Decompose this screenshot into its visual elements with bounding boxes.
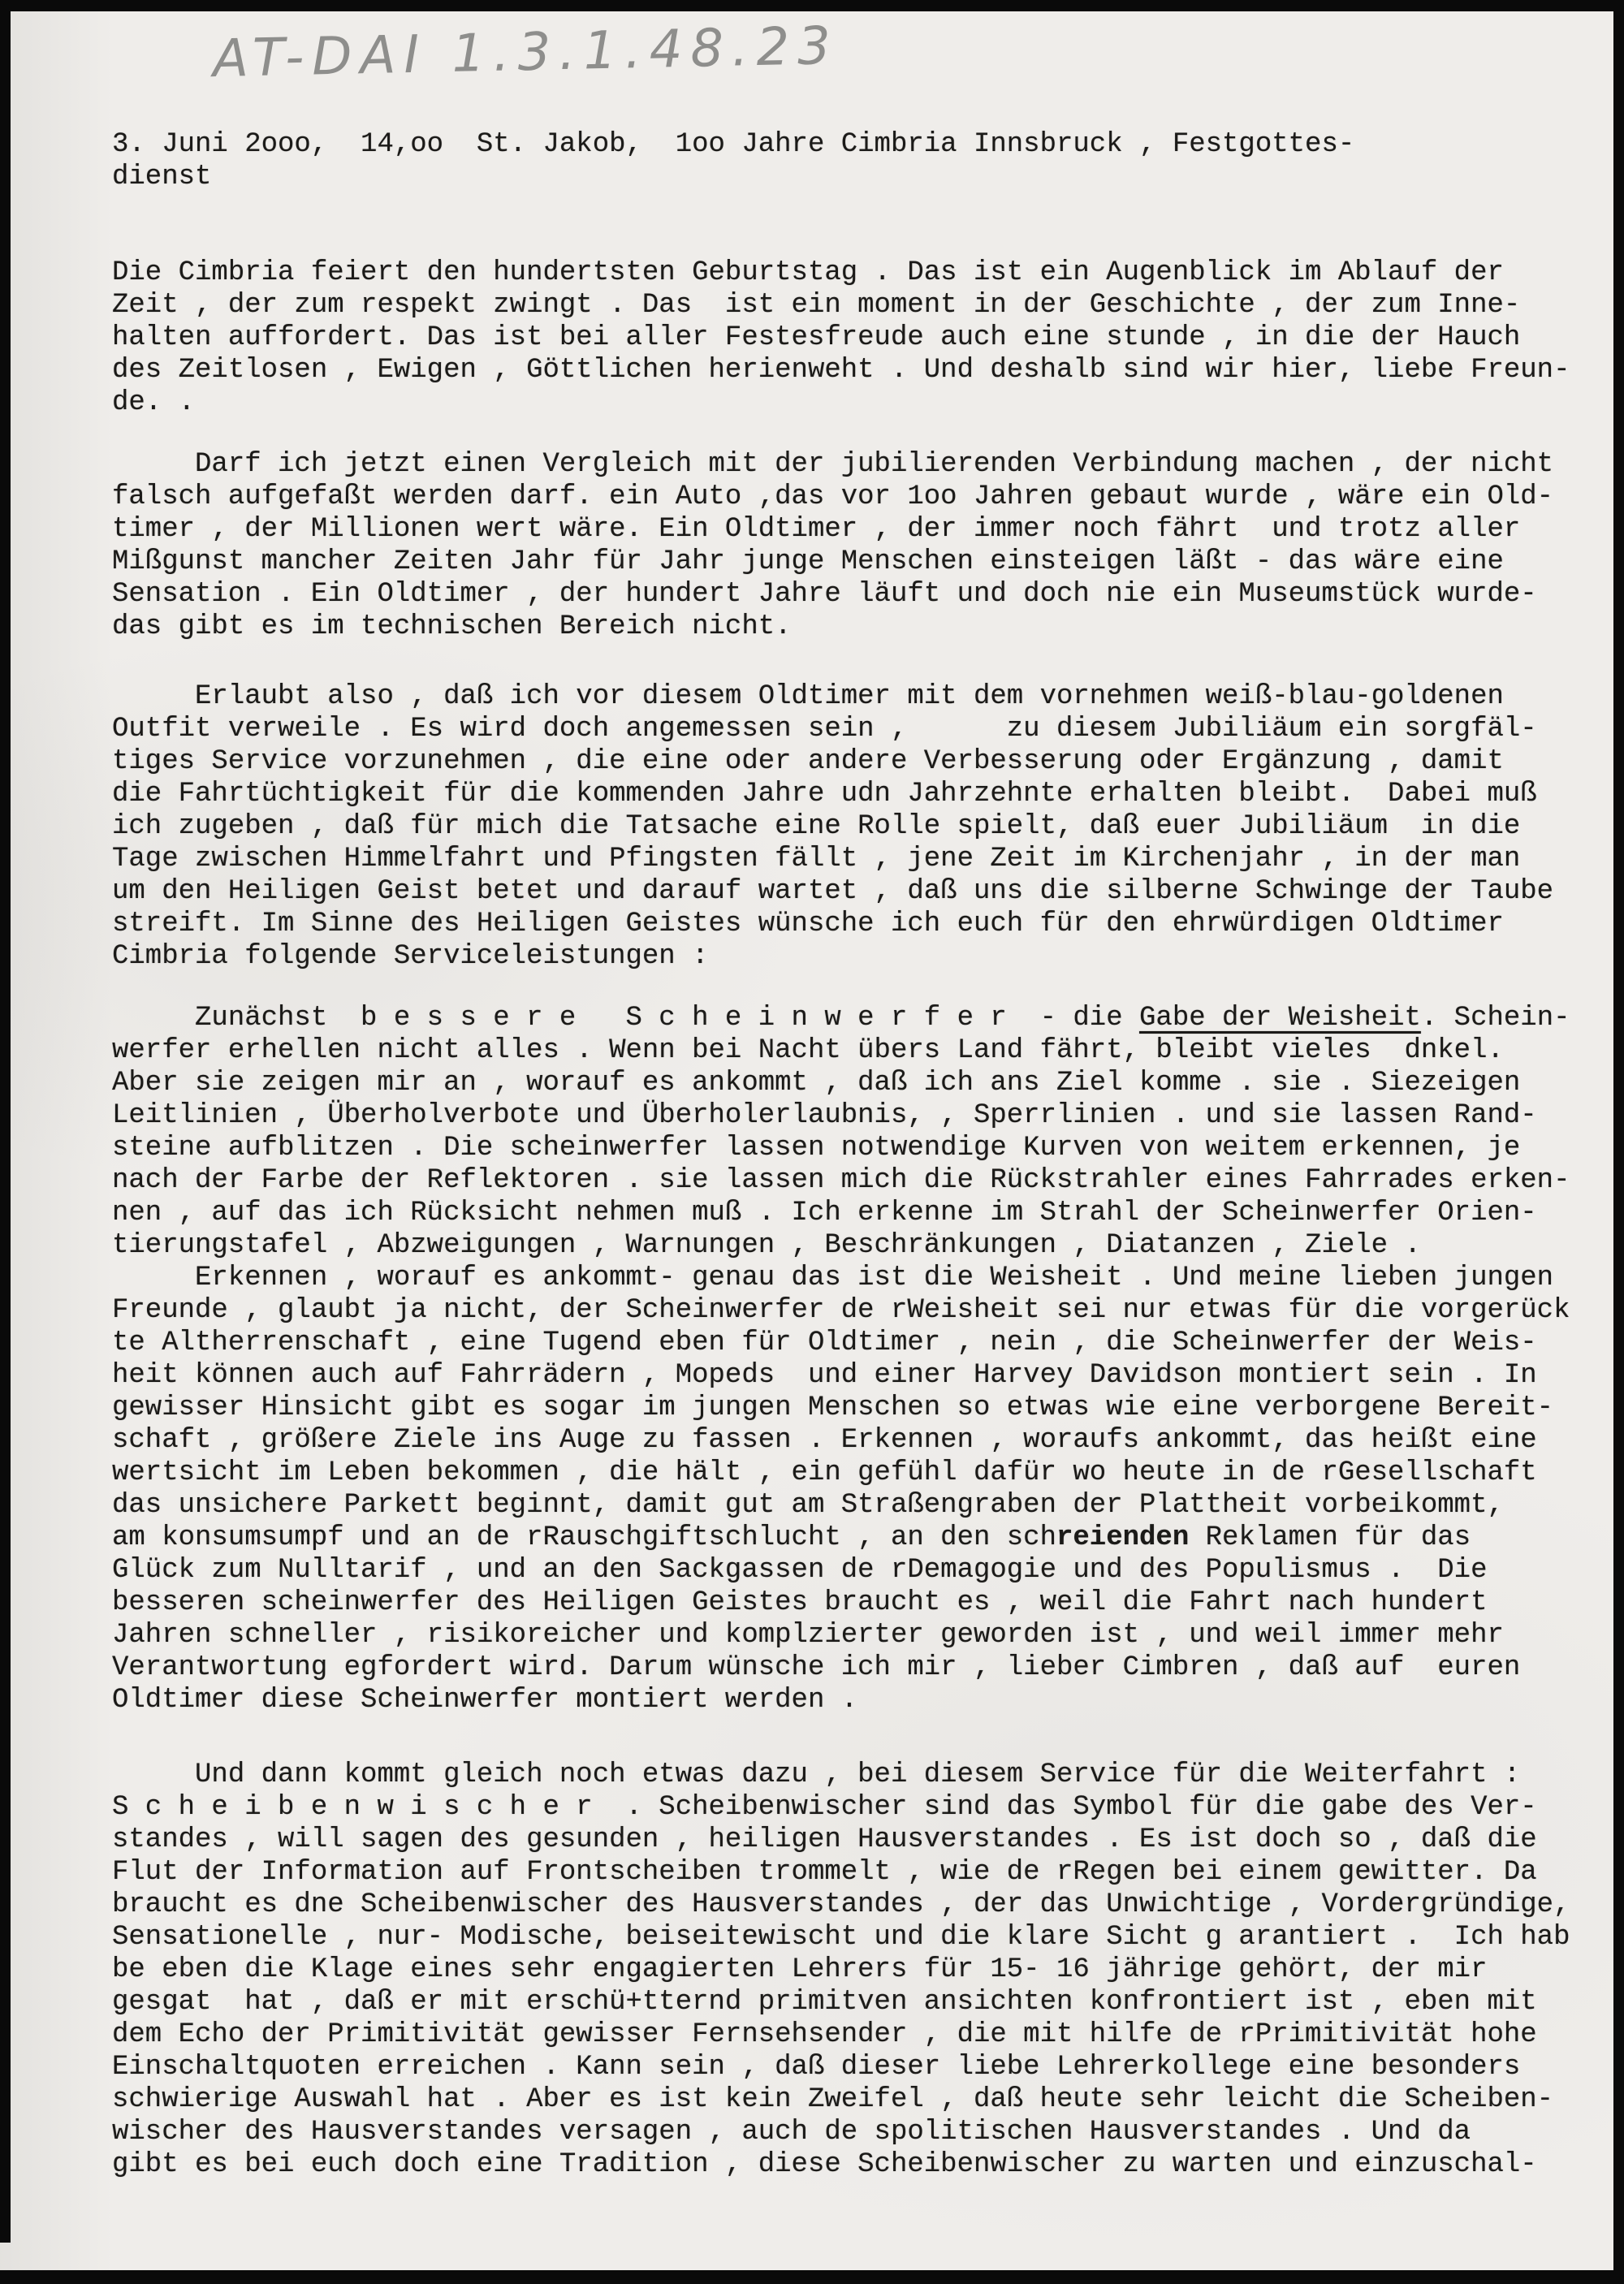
text-segment: be eben die Klage eines sehr engagierten Lehrers für 15- 16 jährige gehört, der mir	[112, 1954, 1488, 1985]
text-segment: Erkennen , worauf es ankommt- genau das ist die Weisheit . Und meine lieben jungen	[112, 1263, 1554, 1293]
text-segment: halten auffordert. Das ist bei aller Festesfreude auch eine stunde , in die der Hauch	[112, 322, 1521, 353]
text-segment: die Fahrtüchtigkeit für die kommenden Jahre udn Jahrzehnte erhalten bleibt. Dabei muß	[112, 779, 1537, 810]
document-line	[112, 1197, 1614, 1229]
document-line	[112, 1164, 1614, 1197]
document-line	[112, 875, 1614, 908]
text-segment: streift. Im Sinne des Heiligen Geistes wünsche ich euch für den ehrwürdigen Oldtimer	[112, 909, 1504, 939]
document-line	[112, 1002, 1614, 1034]
document-line	[112, 386, 1614, 419]
text-segment: das gibt es im technischen Bereich nicht.	[112, 611, 792, 642]
text-segment: schwierige Auswahl hat . Aber es ist kein Zweifel , daß heute sehr leicht die Scheiben-	[112, 2084, 1554, 2115]
text-segment: Jahren schneller , risikoreicher und komplzierter geworden ist , und weil immer mehr	[112, 1620, 1504, 1651]
text-segment: heit können auch auf Fahrrädern , Mopeds und einer Harvey Davidson montiert sein . In	[112, 1360, 1537, 1391]
text-segment: S c h e i b e n w i s c h e r . Scheibenwischer sind das Symbol für die gabe des Ver-	[112, 1792, 1537, 1823]
text-segment: falsch aufgefaßt werden darf. ein Auto ,das vor 1oo Jahren gebaut wurde , wäre ein Old-	[112, 481, 1554, 512]
document-line	[112, 810, 1614, 843]
text-segment: nach der Farbe der Reflektoren . sie lassen mich die Rückstrahler eines Fahrrades erken-	[112, 1165, 1570, 1196]
document-line	[112, 1457, 1614, 1489]
text-segment: um den Heiligen Geist betet und darauf wartet , daß uns die silberne Schwinge der Taube	[112, 876, 1554, 907]
document-line	[112, 128, 1614, 161]
text-segment: ich zugeben , daß für mich die Tatsache eine Rolle spielt, daß euer Jubiliäum in die	[112, 811, 1521, 842]
document-line	[112, 354, 1614, 386]
scan-edge-left	[0, 0, 11, 2243]
paragraph	[112, 1759, 1614, 2181]
text-segment: braucht es dne Scheibenwischer des Hausverstandes , der das Unwichtige , Vordergründige,	[112, 1889, 1570, 1920]
text-segment: gewisser Hinsicht gibt es sogar im jungen Menschen so etwas wie eine verborgene Bereit-	[112, 1392, 1554, 1423]
document-body	[112, 128, 1614, 2181]
document-line	[112, 940, 1614, 973]
text-segment: nen , auf das ich Rücksicht nehmen muß . Ich erkenne im Strahl der Scheinwerfer Orien-	[112, 1198, 1537, 1228]
text-segment: gesgat hat , daß er mit erschü+tternd primitven ansichten konfrontiert ist , eben mit	[112, 1987, 1537, 2018]
text-segment: Darf ich jetzt einen Vergleich mit der jubilierenden Verbindung machen , der nicht	[112, 449, 1554, 480]
paragraph	[112, 128, 1614, 193]
document-line	[112, 1359, 1614, 1392]
text-segment: dem Echo der Primitivität gewisser Fernsehsender , die mit hilfe de rPrimitivität hohe	[112, 2019, 1537, 2050]
document-line	[112, 1554, 1614, 1587]
document-line	[112, 1067, 1614, 1099]
document-line	[112, 1651, 1614, 1684]
document-line	[112, 1132, 1614, 1164]
text-segment: de. .	[112, 387, 196, 418]
text-segment: Erlaubt also , daß ich vor diesem Oldtimer mit dem vornehmen weiß-blau-goldenen	[112, 681, 1504, 712]
underlined-text: Gabe der Weisheit	[1139, 1003, 1421, 1034]
document-line	[112, 546, 1614, 578]
document-line	[112, 578, 1614, 611]
document-line	[112, 1921, 1614, 1954]
text-segment: Verantwortung egfordert wird. Darum wünsche ich mir , lieber Cimbren , daß auf euren	[112, 1652, 1521, 1683]
text-segment: Und dann kommt gleich noch etwas dazu , bei diesem Service für die Weiterfahrt :	[112, 1759, 1521, 1790]
document-line	[112, 2083, 1614, 2116]
text-segment: Glück zum Nulltarif , und an den Sackgassen de rDemagogie und des Populismus . Die	[112, 1555, 1488, 1586]
text-segment: des Zeitlosen , Ewigen , Göttlichen herienweht . Und deshalb sind wir hier, liebe Freun-	[112, 355, 1570, 386]
document-line	[112, 1489, 1614, 1522]
document-line	[112, 713, 1614, 745]
text-segment: schaft , größere Ziele ins Auge zu fassen . Erkennen , woraufs ankommt, das heißt eine	[112, 1425, 1537, 1456]
text-segment: . Schein-	[1420, 1003, 1570, 1034]
text-segment: Oldtimer diese Scheinwerfer montiert werden .	[112, 1685, 858, 1716]
document-line	[112, 289, 1614, 322]
text-segment: Aber sie zeigen mir an , worauf es ankommt , daß ich ans Ziel komme . sie . Siezeigen	[112, 1068, 1521, 1099]
document-line	[112, 1587, 1614, 1619]
document-line	[112, 257, 1614, 289]
document-line	[112, 1619, 1614, 1651]
text-segment: Mißgunst mancher Zeiten Jahr für Jahr junge Menschen einsteigen läßt - das wäre eine	[112, 546, 1504, 577]
text-segment: timer , der Millionen wert wäre. Ein Oldtimer , der immer noch fährt und trotz aller	[112, 514, 1521, 545]
document-line	[112, 448, 1614, 481]
archive-reference-handwriting: AT-DAI 1.3.1.48.23	[212, 15, 840, 90]
document-line	[112, 680, 1614, 713]
text-segment: steine aufblitzen . Die scheinwerfer lassen notwendige Kurven von weitem erkennen, je	[112, 1133, 1521, 1164]
document-line	[112, 2148, 1614, 2181]
document-line	[112, 745, 1614, 778]
document-line	[112, 1327, 1614, 1359]
document-line	[112, 1684, 1614, 1716]
scan-edge-top	[0, 0, 1624, 11]
text-segment: Sensationelle , nur- Modische, beiseitewischt und die klare Sicht g arantiert . Ich hab	[112, 1922, 1570, 1953]
text-segment: Freunde , glaubt ja nicht, der Scheinwerfer de rWeisheit sei nur etwas für die vorgerück	[112, 1295, 1570, 1326]
text-segment: Die Cimbria feiert den hundertsten Geburtstag . Das ist ein Augenblick im Ablauf der	[112, 257, 1504, 288]
text-segment: wischer des Hausverstandes versagen , auch de spolitischen Hausverstandes . Und da	[112, 2117, 1471, 2148]
document-line	[112, 481, 1614, 513]
text-segment: wertsicht im Leben bekommen , die hält , ein gefühl dafür wo heute in de rGesellschaft	[112, 1457, 1537, 1488]
text-segment: gibt es bei euch doch eine Tradition , diese Scheibenwischer zu warten und einzuschal-	[112, 2149, 1537, 2180]
bold-text: reienden	[1056, 1522, 1190, 1553]
text-segment: Zeit , der zum respekt zwingt . Das ist ein moment in der Geschichte , der zum Inne-	[112, 290, 1521, 321]
document-line	[112, 843, 1614, 875]
document-line	[112, 611, 1614, 643]
document-line	[112, 1294, 1614, 1327]
text-segment: Leitlinien , Überholverbote und Überholerlaubnis, , Sperrlinien . und sie lassen Rand-	[112, 1100, 1537, 1131]
text-segment: dienst	[112, 162, 212, 192]
text-segment: te Altherrenschaft , eine Tugend eben für Oldtimer , nein , die Scheinwerfer der Weis-	[112, 1328, 1537, 1358]
document-line	[112, 1986, 1614, 2018]
document-line	[112, 1262, 1614, 1294]
document-line	[112, 513, 1614, 546]
text-segment: tiges Service vorzunehmen , die eine oder andere Verbesserung oder Ergänzung , damit	[112, 746, 1504, 777]
text-segment: Outfit verweile . Es wird doch angemessen sein , zu diesem Jubiliäum ein sorgfäl-	[112, 714, 1537, 745]
text-segment: Einschaltquoten erreichen . Kann sein , daß dieser liebe Lehrerkollege eine besonders	[112, 2052, 1521, 2083]
document-line	[112, 1424, 1614, 1457]
document-line	[112, 778, 1614, 810]
document-line	[112, 322, 1614, 354]
text-segment: Cimbria folgende Serviceleistungen :	[112, 941, 709, 972]
scan-edge-right	[1613, 0, 1624, 2284]
document-line	[112, 1954, 1614, 1986]
document-line	[112, 161, 1614, 193]
paragraph	[112, 1262, 1614, 1716]
document-line	[112, 908, 1614, 940]
text-segment: tierungstafel , Abzweigungen , Warnungen , Beschränkungen , Diatanzen , Ziele .	[112, 1230, 1421, 1261]
text-segment: besseren scheinwerfer des Heiligen Geistes braucht es , weil die Fahrt nach hundert	[112, 1587, 1488, 1618]
document-line	[112, 2116, 1614, 2148]
text-segment: 3. Juni 2ooo, 14,oo St. Jakob, 1oo Jahre Cimbria Innsbruck , Festgottes-	[112, 129, 1355, 160]
document-line	[112, 2051, 1614, 2083]
text-segment: Sensation . Ein Oldtimer , der hundert Jahre läuft und doch nie ein Museumstück wurde-	[112, 579, 1537, 610]
document-line	[112, 1791, 1614, 1824]
text-segment: standes , will sagen des gesunden , heiligen Hausverstandes . Es ist doch so , daß die	[112, 1824, 1537, 1855]
document-line	[112, 1824, 1614, 1856]
text-segment: Zunächst b e s s e r e S c h e i n w e r f e r - die	[112, 1003, 1140, 1034]
document-line	[112, 1229, 1614, 1262]
paragraph	[112, 1002, 1614, 1262]
document-line	[112, 1099, 1614, 1132]
paragraph	[112, 448, 1614, 643]
text-segment: werfer erhellen nicht alles . Wenn bei Nacht übers Land fährt, bleibt vieles dnkel.	[112, 1035, 1504, 1066]
scan-edge-bottom	[0, 2270, 1624, 2284]
document-line	[112, 1392, 1614, 1424]
text-segment: das unsichere Parkett beginnt, damit gut am Straßengraben der Plattheit vorbeikommt,	[112, 1490, 1504, 1521]
document-line	[112, 1856, 1614, 1889]
text-segment: Tage zwischen Himmelfahrt und Pfingsten fällt , jene Zeit im Kirchenjahr , in der man	[112, 844, 1521, 874]
document-line	[112, 1522, 1614, 1554]
text-segment: Flut der Information auf Frontscheiben trommelt , wie de rRegen bei einem gewitter. Da	[112, 1857, 1537, 1888]
text-segment: Reklamen für das	[1189, 1522, 1471, 1553]
text-segment: am konsumsumpf und an de rRauschgiftschlucht , an den sch	[112, 1522, 1056, 1553]
document-line	[112, 1889, 1614, 1921]
document-line	[112, 2018, 1614, 2051]
document-line	[112, 1034, 1614, 1067]
paragraph	[112, 257, 1614, 419]
document-line	[112, 1759, 1614, 1791]
paragraph	[112, 680, 1614, 973]
